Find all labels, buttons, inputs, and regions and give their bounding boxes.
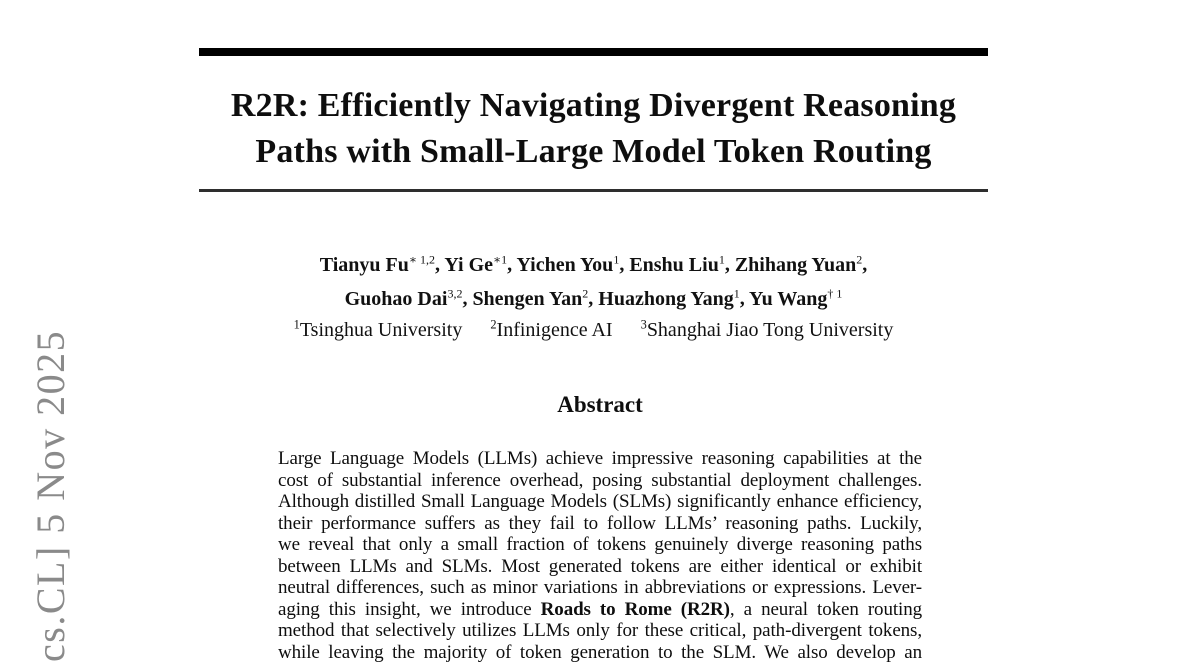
author xyxy=(598,288,739,310)
affiliation xyxy=(641,319,894,341)
abstract-line xyxy=(278,556,922,578)
abstract-text: , a neural token routing xyxy=(730,599,922,620)
author-line-2 xyxy=(199,279,988,313)
abstract-line xyxy=(278,534,922,556)
author xyxy=(472,288,588,310)
author-line-1 xyxy=(199,245,988,279)
author-name: Guohao Dai xyxy=(345,288,448,310)
abstract-line xyxy=(278,620,922,642)
abstract-line xyxy=(278,448,922,470)
author xyxy=(749,288,842,310)
paper-title-line2: Paths with Small-Large Model Token Routing xyxy=(199,129,988,175)
affiliation-superscript: 2 xyxy=(490,317,496,331)
author-name: Yi Ge xyxy=(444,254,493,276)
author-superscript: ∗1 xyxy=(493,252,507,266)
affiliation-superscript: 1 xyxy=(294,317,300,331)
title-rule-bottom xyxy=(199,189,988,192)
affiliation-name: Shanghai Jiao Tong University xyxy=(647,319,894,341)
author xyxy=(345,288,463,310)
affiliation-list xyxy=(199,317,988,342)
arxiv-watermark: cs.CL] 5 Nov 2025 xyxy=(27,330,74,662)
abstract-text: their performance suffers as they fail to follow LLMs’ reasoning paths. Luckily, xyxy=(278,513,922,534)
abstract-line xyxy=(278,470,922,492)
abstract-text: cost of substantial inference overhead, posing substantial deployment challenges. xyxy=(278,470,922,491)
author-superscript: ∗ 1,2 xyxy=(409,252,435,266)
author-superscript: 1 xyxy=(613,252,619,266)
author-separator: , xyxy=(619,254,629,276)
affiliation-name: Infinigence AI xyxy=(497,319,613,341)
author-superscript: 2 xyxy=(856,252,862,266)
abstract-text: we reveal that only a small fraction of tokens genuinely diverge reasoning paths xyxy=(278,534,922,555)
affiliation xyxy=(294,319,463,341)
abstract-text: neutral differences, such as minor variations in abbreviations or expressions. Lever- xyxy=(278,577,922,598)
author xyxy=(629,254,725,276)
author-superscript: 1 xyxy=(734,286,740,300)
abstract-body xyxy=(278,448,922,663)
author-name: Enshu Liu xyxy=(629,254,719,276)
author xyxy=(444,254,507,276)
author-separator: , xyxy=(435,254,444,276)
author-separator: , xyxy=(862,254,867,276)
author-separator: , xyxy=(588,288,598,310)
author-name: Huazhong Yang xyxy=(598,288,733,310)
author-name: Shengen Yan xyxy=(472,288,582,310)
abstract-text: Large Language Models (LLMs) achieve impressive reasoning capabilities at the xyxy=(278,448,922,469)
abstract-text: Although distilled Small Language Models (SLMs) significantly enhance efficiency, xyxy=(278,491,922,512)
abstract-bold-text: Roads to Rome (R2R) xyxy=(541,599,730,620)
paper-title xyxy=(199,83,988,175)
author xyxy=(516,254,619,276)
author-superscript: † 1 xyxy=(827,286,842,300)
author xyxy=(320,254,435,276)
author-name: Tianyu Fu xyxy=(320,254,409,276)
affiliation-name: Tsinghua University xyxy=(300,319,462,341)
abstract-line xyxy=(278,491,922,513)
paper-title-line1: R2R: Efficiently Navigating Divergent Reasoning xyxy=(199,83,988,129)
abstract-text: aging this insight, we introduce xyxy=(278,599,541,620)
author-name: Zhihang Yuan xyxy=(735,254,856,276)
author-list xyxy=(199,245,988,313)
affiliation xyxy=(490,319,612,341)
title-rule-top xyxy=(199,48,988,56)
author-superscript: 2 xyxy=(582,286,588,300)
author-name: Yichen You xyxy=(516,254,613,276)
abstract-text: while leaving the majority of token generation to the SLM. We also develop an xyxy=(278,642,922,663)
author-separator: , xyxy=(507,254,516,276)
author-separator: , xyxy=(462,288,472,310)
author-name: Yu Wang xyxy=(749,288,827,310)
abstract-heading: Abstract xyxy=(278,392,922,418)
abstract-line xyxy=(278,577,922,599)
author-separator: , xyxy=(740,288,749,310)
abstract-line xyxy=(278,642,922,663)
affiliation-superscript: 3 xyxy=(641,317,647,331)
abstract-line xyxy=(278,599,922,621)
abstract-text: between LLMs and SLMs. Most generated tokens are either identical or exhibit xyxy=(278,556,922,577)
author xyxy=(735,254,862,276)
author-superscript: 3,2 xyxy=(447,286,462,300)
abstract-text: method that selectively utilizes LLMs only for these critical, path-divergent tokens, xyxy=(278,620,922,641)
author-superscript: 1 xyxy=(719,252,725,266)
author-separator: , xyxy=(725,254,735,276)
abstract-line xyxy=(278,513,922,535)
